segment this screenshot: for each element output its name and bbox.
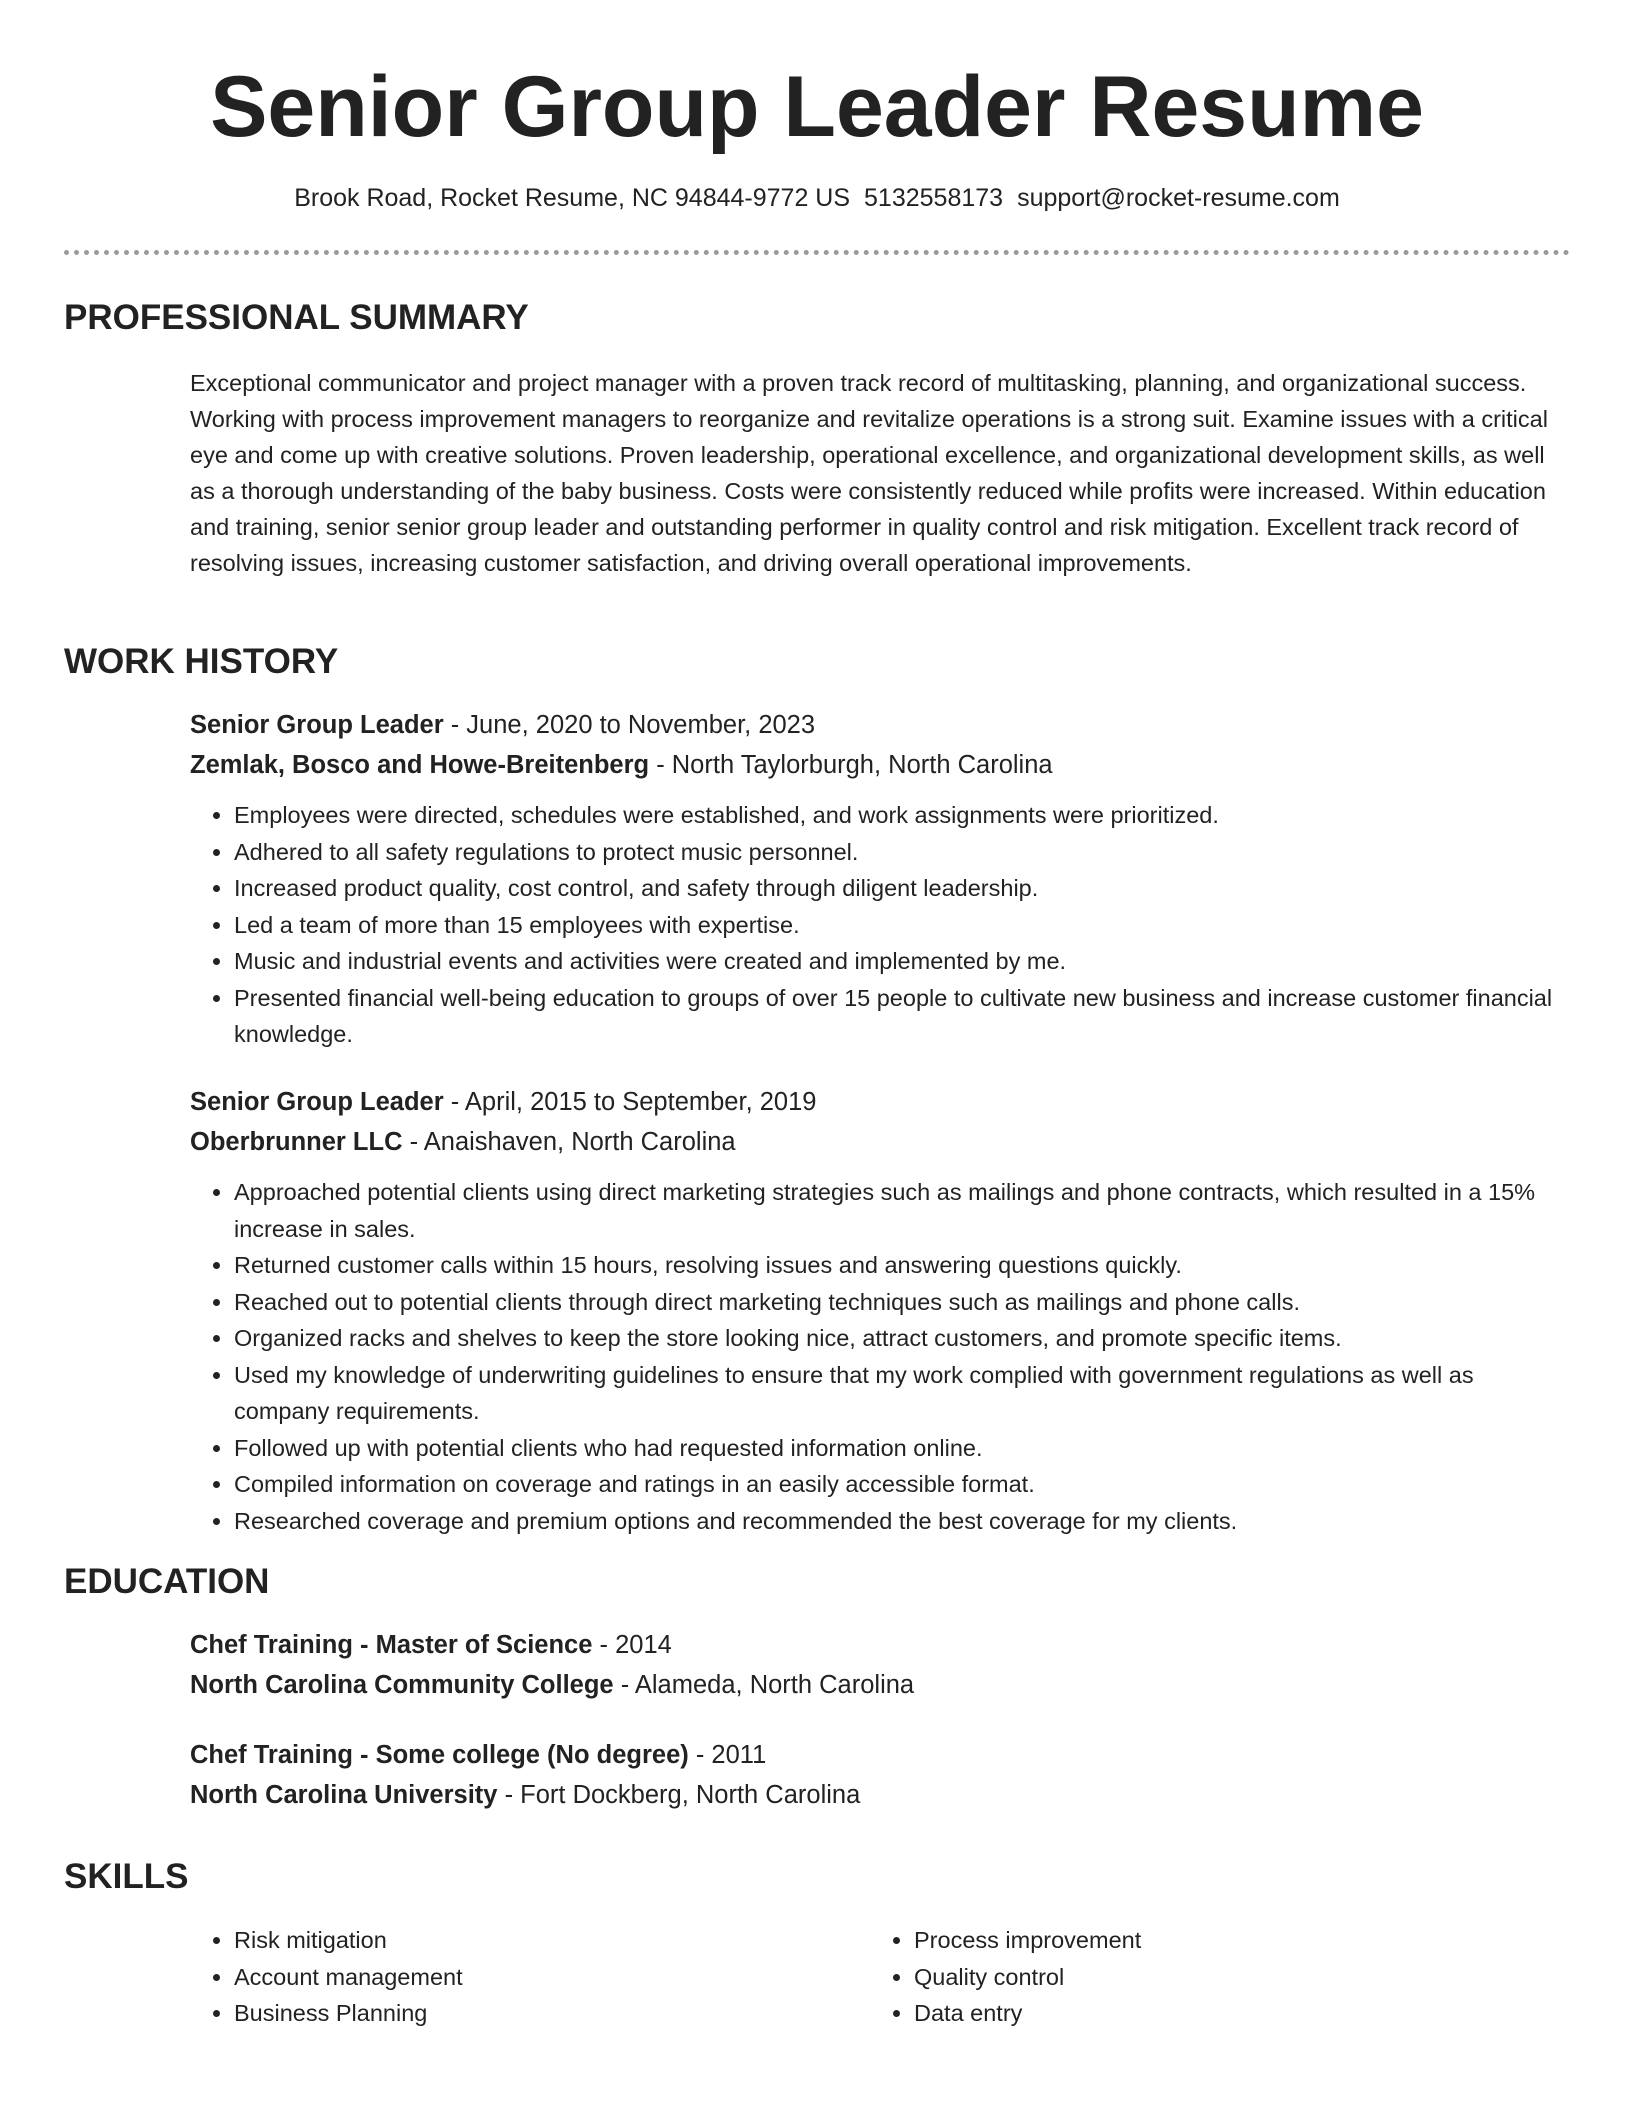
job-bullet: • Used my knowledge of underwriting guidelines to ensure that my work complied with government regulations as well as company requirements. [234,1357,1570,1430]
job-bullet: • Presented financial well-being education to groups of over 15 people to cultivate new business and increase customer financial knowledge. [234,980,1570,1053]
skills-heading: SKILLS [64,1857,189,1896]
job-entry-2 [190,1082,1570,1539]
job-bullet: • Adhered to all safety regulations to protect music personnel. [234,834,1570,871]
skills-section [190,1922,1570,2042]
job-bullet: • Employees were directed, schedules were established, and work assignments were prioritized. [234,797,1570,834]
job-title-line [190,705,1570,745]
education-heading: EDUCATION [64,1562,270,1601]
job-bullet: • Reached out to potential clients through direct marketing techniques such as mailings and phone calls. [234,1284,1570,1321]
job-title-line [190,1082,1570,1122]
job-bullet: • Returned customer calls within 15 hours, resolving issues and answering questions quickly. [234,1247,1570,1284]
job-bullet: • Followed up with potential clients who had requested information online. [234,1430,1570,1467]
job-bullet: • Led a team of more than 15 employees with expertise. [234,907,1570,944]
education-school: North Carolina University [190,1781,498,1809]
education-year: - 2014 [592,1631,672,1659]
education-degree-line [190,1625,1570,1665]
education-school-line [190,1775,1570,1815]
job-bullet: • Compiled information on coverage and ratings in an easily accessible format. [234,1466,1570,1503]
job-company-line [190,745,1570,785]
education-year: - 2011 [688,1741,767,1769]
job-company-line [190,1122,1570,1162]
job-dates: - April, 2015 to September, 2019 [443,1088,817,1116]
job-role: Senior Group Leader [190,711,444,739]
job-bullet: • Researched coverage and premium options and recommended the best coverage for my clients. [234,1503,1570,1540]
education-degree: Chef Training - Some college (No degree) [190,1741,689,1769]
job-role: Senior Group Leader [190,1088,444,1116]
skills-list-left [190,1922,874,2032]
job-bullets [190,797,1570,1053]
skill-item: • Business Planning [234,1995,874,2032]
contact-line [64,180,1570,216]
resume-title: Senior Group Leader Resume [210,59,1424,155]
skill-item: • Risk mitigation [234,1922,874,1959]
skill-item: • Data entry [914,1995,1554,2032]
skill-item: • Account management [234,1959,874,1996]
summary-section [190,365,1570,581]
education-entry-1 [190,1625,1570,1705]
job-company: Zemlak, Bosco and Howe-Breitenberg [190,751,650,779]
skill-item: • Quality control [914,1959,1554,1996]
contact-phone: 5132558173 [864,184,1004,212]
skill-item: • Process improvement [914,1922,1554,1959]
education-degree-line [190,1735,1570,1775]
education-degree: Chef Training - Master of Science [190,1631,593,1659]
job-bullet: • Increased product quality, cost control, and safety through diligent leadership. [234,870,1570,907]
education-school-line [190,1665,1570,1705]
education-entry-2 [190,1735,1570,1815]
contact-address: Brook Road, Rocket Resume, NC 94844-9772 US [294,184,851,212]
education-school: North Carolina Community College [190,1671,614,1699]
job-location: - North Taylorburgh, North Carolina [649,751,1053,779]
job-bullet: • Organized racks and shelves to keep the store looking nice, attract customers, and promote specific items. [234,1320,1570,1357]
job-dates: - June, 2020 to November, 2023 [443,711,816,739]
job-location: - Anaishaven, North Carolina [402,1128,736,1156]
job-bullet: • Approached potential clients using direct marketing strategies such as mailings and phone contracts, which resulted in a 15% increase in sales. [234,1174,1570,1247]
education-location: - Fort Dockberg, North Carolina [497,1781,861,1809]
job-bullet: • Music and industrial events and activities were created and implemented by me. [234,943,1570,980]
skills-list-right [870,1922,1554,2032]
summary-text: Exceptional communicator and project manager with a proven track record of multitasking, planning, and organizational success. Working with process improvement managers to reorganize and revitalize operations is a strong suit. Examine issues with a critical eye and come up with creative solutions. Proven leadership, operational excellence, and organizational development skills, as well as a thorough understanding of the baby business. Costs were consistently reduced while profits were increased. Within education and training, senior senior group leader and outstanding performer in quality control and risk mitigation. Excellent track record of resolving issues, increasing customer satisfaction, and driving overall operational improvements. [190,370,1548,576]
job-company: Oberbrunner LLC [190,1128,403,1156]
summary-heading: PROFESSIONAL SUMMARY [64,298,529,337]
job-bullets [190,1174,1570,1539]
contact-email: support@rocket-resume.com [1017,184,1340,212]
education-location: - Alameda, North Carolina [613,1671,915,1699]
job-entry-1 [190,705,1570,1053]
header-divider [64,250,1570,255]
work-history-heading: WORK HISTORY [64,642,339,681]
